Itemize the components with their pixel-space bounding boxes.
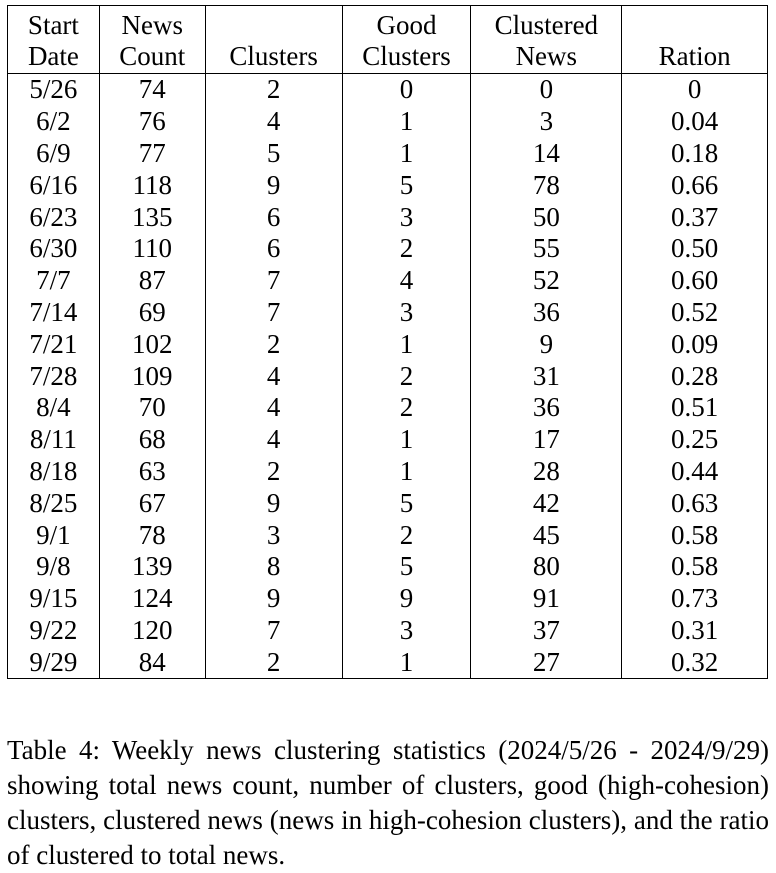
table-row (8, 297, 768, 329)
cell-start-date: 6/16 (8, 169, 100, 201)
cell-ration: 0.73 (622, 583, 768, 615)
cell-good-clusters: 3 (342, 615, 471, 647)
cell-start-date: 9/22 (8, 615, 100, 647)
cell-clusters: 4 (205, 392, 342, 424)
cell-good-clusters: 3 (342, 201, 471, 233)
cell-clustered-news: 36 (471, 297, 622, 329)
header-news-count: News Count (99, 6, 205, 74)
cell-start-date: 6/23 (8, 201, 100, 233)
table-row (8, 583, 768, 615)
cell-ration: 0.51 (622, 392, 768, 424)
table-row (8, 106, 768, 138)
cell-clusters: 2 (205, 456, 342, 488)
table-row (8, 201, 768, 233)
cell-good-clusters: 5 (342, 487, 471, 519)
cell-clustered-news: 31 (471, 360, 622, 392)
cell-news-count: 70 (99, 392, 205, 424)
cell-start-date: 8/11 (8, 424, 100, 456)
cell-clustered-news: 28 (471, 456, 622, 488)
cell-start-date: 8/4 (8, 392, 100, 424)
header-ration: Ration (622, 6, 768, 74)
cell-start-date: 6/9 (8, 138, 100, 170)
cell-good-clusters: 2 (342, 233, 471, 265)
cell-clustered-news: 3 (471, 106, 622, 138)
table-row (8, 233, 768, 265)
cell-clustered-news: 80 (471, 551, 622, 583)
cell-news-count: 118 (99, 169, 205, 201)
cell-ration: 0 (622, 74, 768, 106)
cell-ration: 0.28 (622, 360, 768, 392)
cell-news-count: 77 (99, 138, 205, 170)
table-row (8, 392, 768, 424)
header-good-clusters: Good Clusters (342, 6, 471, 74)
cell-clusters: 4 (205, 360, 342, 392)
cell-ration: 0.04 (622, 106, 768, 138)
cell-clustered-news: 9 (471, 328, 622, 360)
cell-news-count: 110 (99, 233, 205, 265)
cell-clustered-news: 45 (471, 519, 622, 551)
cell-clusters: 9 (205, 583, 342, 615)
stats-table (7, 5, 768, 679)
cell-clustered-news: 52 (471, 265, 622, 297)
cell-clusters: 2 (205, 74, 342, 106)
cell-news-count: 67 (99, 487, 205, 519)
table-row (8, 169, 768, 201)
table-row (8, 646, 768, 678)
cell-news-count: 84 (99, 646, 205, 678)
cell-news-count: 102 (99, 328, 205, 360)
cell-good-clusters: 1 (342, 106, 471, 138)
cell-news-count: 69 (99, 297, 205, 329)
table-row (8, 360, 768, 392)
cell-clustered-news: 27 (471, 646, 622, 678)
cell-start-date: 7/21 (8, 328, 100, 360)
cell-good-clusters: 4 (342, 265, 471, 297)
cell-news-count: 76 (99, 106, 205, 138)
cell-good-clusters: 3 (342, 297, 471, 329)
table-row (8, 328, 768, 360)
table-row (8, 138, 768, 170)
cell-ration: 0.32 (622, 646, 768, 678)
cell-good-clusters: 9 (342, 583, 471, 615)
cell-start-date: 6/30 (8, 233, 100, 265)
cell-clusters: 6 (205, 233, 342, 265)
cell-good-clusters: 2 (342, 519, 471, 551)
cell-clustered-news: 91 (471, 583, 622, 615)
cell-start-date: 7/14 (8, 297, 100, 329)
cell-news-count: 63 (99, 456, 205, 488)
cell-clustered-news: 50 (471, 201, 622, 233)
cell-good-clusters: 1 (342, 138, 471, 170)
cell-clusters: 7 (205, 615, 342, 647)
cell-clusters: 9 (205, 487, 342, 519)
cell-good-clusters: 2 (342, 360, 471, 392)
cell-start-date: 7/28 (8, 360, 100, 392)
cell-clustered-news: 42 (471, 487, 622, 519)
cell-start-date: 8/18 (8, 456, 100, 488)
cell-ration: 0.50 (622, 233, 768, 265)
cell-good-clusters: 1 (342, 646, 471, 678)
cell-clustered-news: 78 (471, 169, 622, 201)
cell-good-clusters: 5 (342, 169, 471, 201)
cell-good-clusters: 2 (342, 392, 471, 424)
cell-news-count: 78 (99, 519, 205, 551)
table-row (8, 615, 768, 647)
header-start-date: Start Date (8, 6, 100, 74)
cell-ration: 0.37 (622, 201, 768, 233)
cell-clustered-news: 14 (471, 138, 622, 170)
cell-clusters: 6 (205, 201, 342, 233)
cell-news-count: 74 (99, 74, 205, 106)
cell-news-count: 139 (99, 551, 205, 583)
table-row (8, 424, 768, 456)
cell-ration: 0.09 (622, 328, 768, 360)
table-row (8, 74, 768, 106)
cell-clusters: 5 (205, 138, 342, 170)
cell-good-clusters: 1 (342, 328, 471, 360)
cell-news-count: 120 (99, 615, 205, 647)
cell-ration: 0.66 (622, 169, 768, 201)
cell-ration: 0.44 (622, 456, 768, 488)
cell-clustered-news: 36 (471, 392, 622, 424)
cell-clusters: 3 (205, 519, 342, 551)
table-row (8, 487, 768, 519)
cell-ration: 0.63 (622, 487, 768, 519)
cell-start-date: 9/29 (8, 646, 100, 678)
cell-clusters: 7 (205, 297, 342, 329)
cell-clusters: 2 (205, 328, 342, 360)
cell-news-count: 109 (99, 360, 205, 392)
cell-news-count: 124 (99, 583, 205, 615)
cell-good-clusters: 1 (342, 424, 471, 456)
cell-news-count: 68 (99, 424, 205, 456)
cell-news-count: 87 (99, 265, 205, 297)
cell-start-date: 6/2 (8, 106, 100, 138)
cell-start-date: 9/15 (8, 583, 100, 615)
table-caption: Table 4: Weekly news clustering statistics (2024/5/26 - 2024/9/29) showing total news count, number of clusters, good (high-cohesion) clusters, clustered news (news in high-cohesion clusters), and the ratio of clustered to total news. (7, 735, 769, 870)
table-body (8, 74, 768, 679)
cell-ration: 0.52 (622, 297, 768, 329)
cell-clustered-news: 0 (471, 74, 622, 106)
cell-clusters: 4 (205, 106, 342, 138)
cell-start-date: 8/25 (8, 487, 100, 519)
cell-clustered-news: 55 (471, 233, 622, 265)
cell-ration: 0.18 (622, 138, 768, 170)
cell-start-date: 9/1 (8, 519, 100, 551)
table-row (8, 519, 768, 551)
cell-ration: 0.58 (622, 551, 768, 583)
cell-clustered-news: 17 (471, 424, 622, 456)
header-clusters: Clusters (205, 6, 342, 74)
cell-ration: 0.60 (622, 265, 768, 297)
cell-ration: 0.31 (622, 615, 768, 647)
table-row (8, 551, 768, 583)
cell-clusters: 4 (205, 424, 342, 456)
cell-clusters: 8 (205, 551, 342, 583)
table-row (8, 265, 768, 297)
cell-good-clusters: 1 (342, 456, 471, 488)
cell-start-date: 9/8 (8, 551, 100, 583)
cell-clusters: 2 (205, 646, 342, 678)
cell-ration: 0.25 (622, 424, 768, 456)
cell-clustered-news: 37 (471, 615, 622, 647)
cell-news-count: 135 (99, 201, 205, 233)
cell-start-date: 7/7 (8, 265, 100, 297)
cell-clusters: 9 (205, 169, 342, 201)
header-clustered-news: Clustered News (471, 6, 622, 74)
cell-clusters: 7 (205, 265, 342, 297)
cell-ration: 0.58 (622, 519, 768, 551)
cell-good-clusters: 5 (342, 551, 471, 583)
table-row (8, 456, 768, 488)
cell-start-date: 5/26 (8, 74, 100, 106)
cell-good-clusters: 0 (342, 74, 471, 106)
table-header-row (8, 6, 768, 74)
